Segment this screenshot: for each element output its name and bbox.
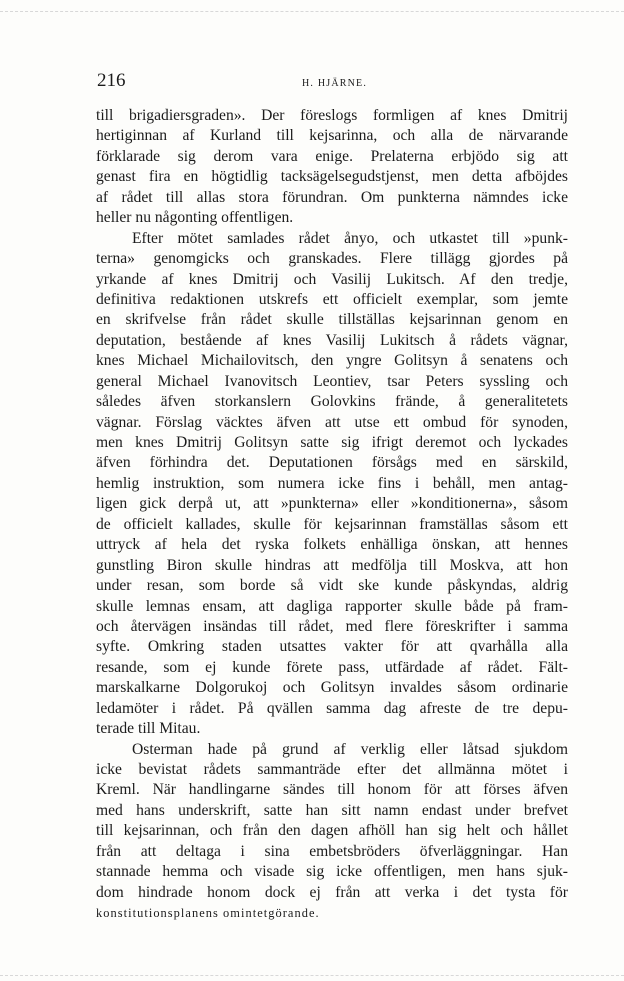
text-line: och återvägen insändas till rådet, med flere föreskrifter i samma xyxy=(96,617,568,635)
text-line: konstitutionsplanens omintetgörande. xyxy=(96,906,320,921)
text-line: terna» genomgicks och granskades. Flere tillägg gjordes på xyxy=(96,250,568,268)
text-line: till kejsarinnan, och från den dagen afhöll han sig helt och hållet xyxy=(96,822,568,840)
text-line: general Michael Ivanovitsch Leontiev, tsar Peters syssling och xyxy=(96,372,568,390)
text-line: deputation, bestående af knes Vasilij Lukitsch å rådets vägnar, xyxy=(96,331,568,349)
running-head: H. HJÄRNE. xyxy=(302,78,368,89)
text-line: marskalkarne Dolgorukoj och Golitsyn invaldes såsom ordinarie xyxy=(96,679,568,697)
text-line: vägnar. Förslag väcktes äfven att utse ett ombud för synoden, xyxy=(96,413,568,431)
text-line: icke bevistat rådets sammanträde efter det allmänna mötet i xyxy=(96,761,568,778)
text-line: genast fira en högtidlig tacksägelsegudstjenst, men detta afböjdes xyxy=(96,168,568,186)
text-line: under resan, som borde så vidt ske kunde påskyndas, aldrig xyxy=(96,577,568,595)
text-line: knes Michael Michailovitsch, den yngre Golitsyn å senatens och xyxy=(96,352,568,370)
text-line: uttryck af hela det ryska folkets enhälliga önskan, att hennes xyxy=(96,536,568,554)
text-line: terade till Mitau. xyxy=(96,720,201,738)
top-scan-edge xyxy=(0,11,624,12)
text-line: heller nu någonting offentligen. xyxy=(96,209,294,227)
text-line: resande, som ej kunde förete pass, utfärdade af rådet. Fält- xyxy=(96,658,568,676)
text-line: de officielt kallades, skulle för kejsarinnan framställas såsom ett xyxy=(96,515,568,533)
text-line: skulle lemnas ensam, att dagliga rapporter skulle både på fram- xyxy=(96,597,568,615)
text-line: Kreml. När handlingarne sändes till honom för att förses äfven xyxy=(96,781,568,799)
bottom-scan-edge xyxy=(0,975,624,976)
text-line: hertiginnan af Kurland till kejsarinna, och alla de närvarande xyxy=(96,127,568,145)
text-line: förklarade sig derom vara enige. Prelaterna erbjödo sig att xyxy=(96,147,568,165)
text-line: men knes Dmitrij Golitsyn satte sig ifrigt deremot och lyckades xyxy=(96,434,568,451)
text-line: Osterman hade på grund af verklig eller låtsad sjukdom xyxy=(132,740,568,758)
text-line: således äfven storkanslern Golovkins frände, å generalitetets xyxy=(96,393,568,411)
text-line: yrkande af knes Dmitrij och Vasilij Lukitsch. Af den tredje, xyxy=(96,270,568,288)
text-line: hemlig instruktion, som numera icke fins i behåll, men antag- xyxy=(96,474,568,492)
text-line: af rådet till allas stora förundran. Om punkterna nämndes icke xyxy=(96,188,568,206)
page-number: 216 xyxy=(97,70,126,91)
text-line: dom hindrade honom dock ej från att verka i det tysta för xyxy=(96,883,568,901)
text-line: syfte. Omkring staden utsattes vakter för att qvarhålla alla xyxy=(96,638,568,656)
text-line: ligen gick derpå ut, att »punkterna» eller »konditionerna», såsom xyxy=(96,495,568,513)
text-line: från att deltaga i sina embetsbröders öfverläggningar. Han xyxy=(96,842,568,860)
body-text xyxy=(96,106,568,924)
text-line: till brigadiersgraden». Der föreslogs formligen af knes Dmitrij xyxy=(96,107,568,124)
page-header xyxy=(97,70,567,94)
text-line: Efter mötet samlades rådet ånyo, och utkastet till »punk- xyxy=(132,229,568,247)
text-line: definitiva redaktionen utskrefs ett officielt exemplar, som jemte xyxy=(96,290,568,308)
text-line: gunstling Biron skulle hindras att medfölja till Moskva, att hon xyxy=(96,556,568,574)
text-line: en skrifvelse från rådet skulle tillställas kejsarinnan genom en xyxy=(96,311,568,329)
text-line: äfven förhindra det. Deputationen försågs med en särskild, xyxy=(96,454,568,472)
text-line: stannade hemma och visade sig icke offentligen, men hans sjuk- xyxy=(96,863,568,881)
text-line: ledamöter i rådet. På qvällen samma dag afreste de tre depu- xyxy=(96,699,568,717)
text-line: med hans underskrift, satte han sitt namn endast under brefvet xyxy=(96,801,568,819)
